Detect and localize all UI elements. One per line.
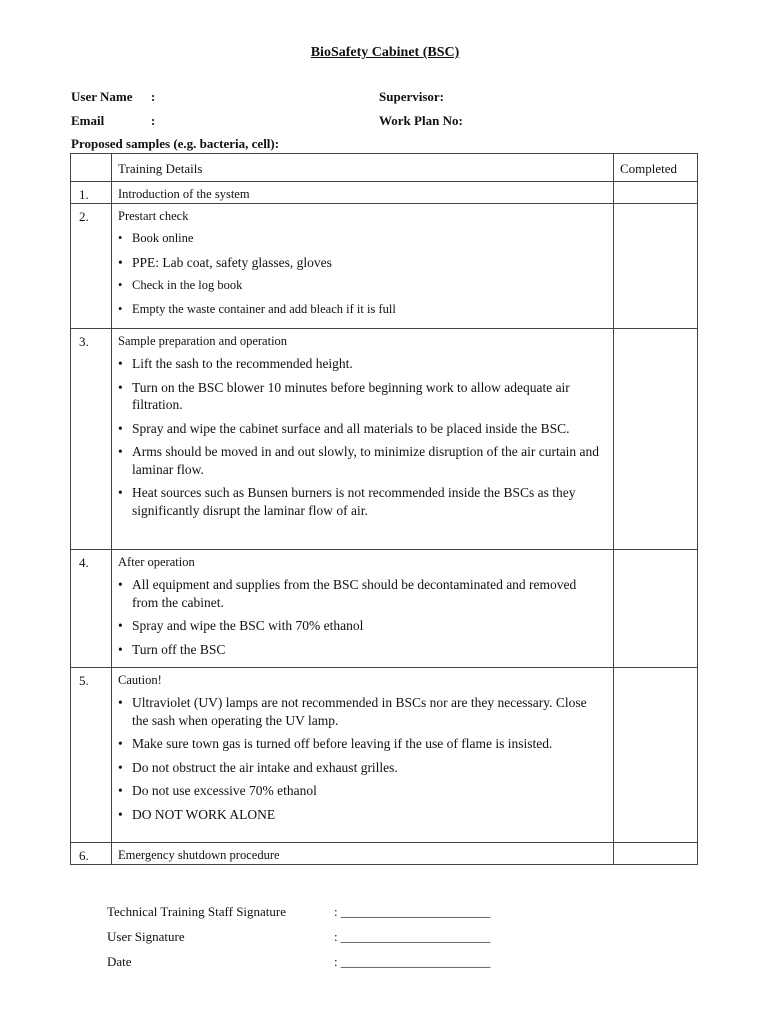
document-title: BioSafety Cabinet (BSC) [310, 45, 460, 60]
table-row [71, 204, 698, 329]
list-item: • All equipment and supplies from the BSC should be decontaminated and removed from the cabinet. [118, 577, 577, 610]
table-row [71, 550, 698, 668]
header-number-cell [71, 154, 112, 182]
section-number: 1. [71, 182, 112, 204]
section-title: Caution! [118, 673, 162, 687]
table-row [71, 843, 698, 865]
training-table [70, 153, 698, 865]
completed-cell[interactable] [614, 550, 698, 668]
section-details [112, 182, 614, 204]
table-row [71, 329, 698, 550]
completed-cell[interactable] [614, 329, 698, 550]
list-item: • Do not obstruct the air intake and exhaust grilles. [118, 759, 398, 775]
supervisor-label: Supervisor: [379, 89, 444, 104]
list-item: • Spray and wipe the BSC with 70% ethanol [118, 618, 364, 633]
bullet-icon: • [118, 577, 123, 592]
bullet-icon: • [118, 783, 123, 798]
list-item: • Arms should be moved in and out slowly, to minimize disruption of the air curtain and laminar flow. [118, 444, 600, 477]
bullet-icon: • [118, 618, 123, 633]
section-title: Emergency shutdown procedure [118, 848, 280, 862]
list-item: • Make sure town gas is turned off before leaving if the use of flame is insisted. [118, 736, 553, 751]
list-item: • Book online [118, 230, 605, 248]
header-training-details: Training Details [112, 154, 614, 182]
list-item: • Spray and wipe the cabinet surface and all materials to be placed inside the BSC. [118, 420, 570, 436]
staff-signature-line[interactable]: : _______________________ [334, 904, 491, 919]
bullet-icon: • [118, 356, 123, 371]
section-details [112, 668, 614, 843]
list-item: • Check in the log book [118, 277, 605, 295]
bullet-icon: • [118, 301, 123, 316]
list-item: • DO NOT WORK ALONE [118, 806, 276, 822]
section-number: 2. [71, 204, 112, 329]
bullet-icon: • [118, 736, 123, 751]
section-details [112, 550, 614, 668]
bullet-icon: • [118, 695, 123, 710]
bullet-icon: • [118, 231, 123, 245]
list-item: • PPE: Lab coat, safety glasses, gloves [118, 254, 332, 270]
date-line[interactable]: : _______________________ [334, 954, 491, 969]
section-title: After operation [118, 555, 195, 569]
email-colon: : [151, 113, 156, 128]
bullet-icon: • [118, 641, 123, 657]
list-item: • Turn off the BSC [118, 641, 226, 657]
list-item: • Ultraviolet (UV) lamps are not recommended in BSCs nor are they necessary. Close the sash when operating the UV lamp. [118, 695, 587, 728]
bullet-icon: • [118, 444, 123, 459]
header-completed: Completed [614, 154, 698, 182]
bullet-icon: • [118, 485, 123, 500]
date-label: Date [107, 954, 132, 969]
table-row [71, 668, 698, 843]
completed-cell[interactable] [614, 182, 698, 204]
section-number: 4. [71, 550, 112, 668]
section-title: Prestart check [118, 209, 189, 223]
list-item: • Turn on the BSC blower 10 minutes before beginning work to allow adequate air filtration. [118, 379, 570, 412]
section-number: 5. [71, 668, 112, 843]
table-row [71, 182, 698, 204]
user-name-label: User Name [71, 89, 133, 104]
bullet-icon: • [118, 420, 123, 436]
completed-cell[interactable] [614, 204, 698, 329]
user-signature-label: User Signature [107, 929, 185, 944]
section-details [112, 329, 614, 550]
section-number: 3. [71, 329, 112, 550]
staff-signature-label: Technical Training Staff Signature [107, 904, 287, 919]
table-header-row [71, 154, 698, 182]
list-item: • Empty the waste container and add bleach if it is full [118, 301, 605, 319]
work-plan-label: Work Plan No: [379, 113, 463, 128]
email-label: Email [71, 113, 105, 128]
list-item: • Do not use excessive 70% ethanol [118, 783, 317, 798]
bullet-icon: • [118, 278, 123, 292]
list-item: • Lift the sash to the recommended height. [118, 356, 353, 371]
section-details [112, 204, 614, 329]
section-title: Sample preparation and operation [118, 334, 288, 348]
proposed-samples-label: Proposed samples (e.g. bacteria, cell): [71, 136, 280, 151]
bullet-icon: • [118, 379, 123, 395]
completed-cell[interactable] [614, 668, 698, 843]
list-item: • Heat sources such as Bunsen burners is not recommended inside the BSCs as they significantly disrupt the laminar flow of air. [118, 485, 576, 518]
section-number: 6. [71, 843, 112, 865]
section-title: Introduction of the system [118, 187, 250, 201]
bullet-icon: • [118, 806, 123, 822]
user-signature-line[interactable]: : _______________________ [334, 929, 491, 944]
bullet-icon: • [118, 759, 123, 775]
section-details [112, 843, 614, 865]
user-name-colon: : [151, 89, 156, 104]
completed-cell[interactable] [614, 843, 698, 865]
bullet-icon: • [118, 254, 123, 270]
